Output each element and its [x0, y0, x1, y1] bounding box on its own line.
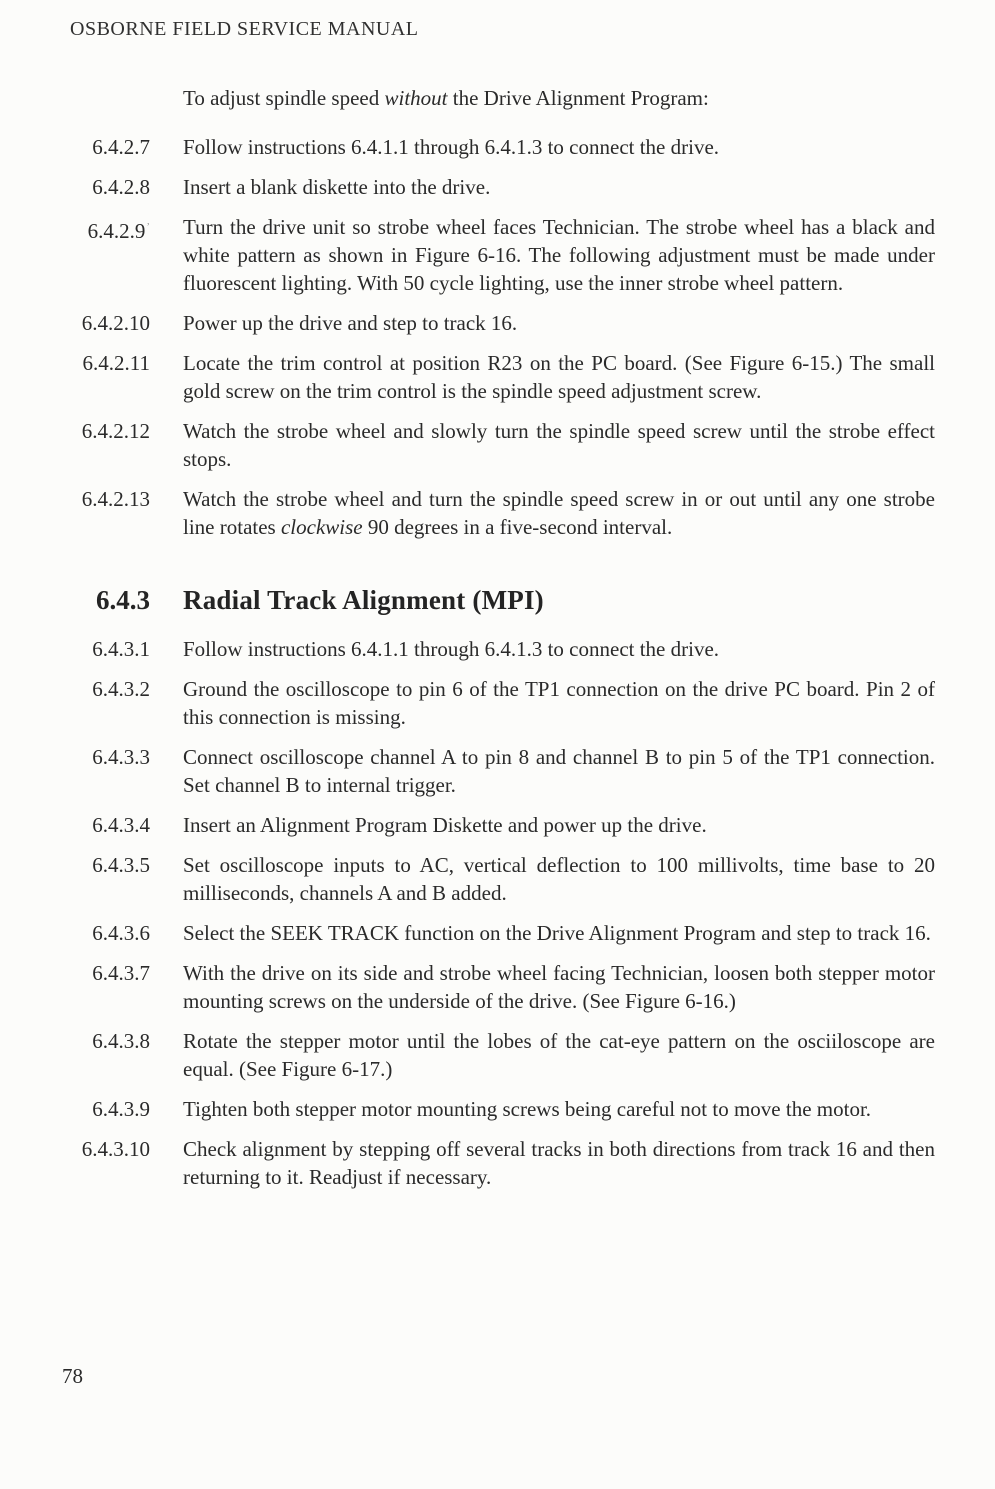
item-number: 6.4.3.8 — [92, 1029, 150, 1053]
text-run: Rotate the stepper motor until the lobes of the cat-eye pattern on the osciiloscope are equal. (See Figure 6-17.) — [183, 1029, 935, 1081]
text-run: Power up the drive and step to track 16. — [183, 311, 518, 335]
item-text — [183, 349, 935, 405]
item-text — [183, 811, 935, 839]
procedure-item — [62, 919, 935, 947]
procedure-item — [62, 417, 935, 473]
text-run: Ground the oscilloscope to pin 6 of the TP1 connection on the drive PC board. Pin 2 of this connection is missing. — [183, 677, 935, 729]
item-number: 6.4.3.4 — [92, 813, 150, 837]
text-run: Watch the strobe wheel and slowly turn the spindle speed screw until the strobe effect stops. — [183, 419, 935, 471]
procedure-item — [62, 743, 935, 799]
item-number: 6.4.2.13 — [81, 487, 150, 511]
text-run: Watch the strobe wheel and turn the spindle speed screw in or out until any one strobe line rotates — [183, 487, 935, 539]
scan-artifact-mark: ʼ — [146, 221, 150, 233]
intro-paragraph — [183, 84, 935, 112]
procedure-item — [62, 1135, 935, 1191]
item-text — [183, 743, 935, 799]
procedure-item — [62, 485, 935, 541]
text-run: Turn the drive unit so strobe wheel faces Technician. The strobe wheel has a black and white pattern as shown in Figure 6-16. The following adjustment must be made under fluorescent lighting. With 50 cycle lighting, use the inner strobe wheel pattern. — [183, 215, 935, 295]
item-number: 6.4.3.6 — [92, 921, 150, 945]
text-run: Check alignment by stepping off several tracks in both directions from track 16 and then returning to it. Readjust if necessary. — [183, 1137, 935, 1189]
procedure-item — [62, 349, 935, 405]
text-run: Locate the trim control at position R23 on the PC board. (See Figure 6-15.) The small gold screw on the trim control is the spindle speed adjustment screw. — [183, 351, 935, 403]
item-number: 6.4.2.11 — [82, 351, 150, 375]
page-content — [62, 84, 935, 1203]
text-run: the Drive Alignment Program: — [447, 86, 709, 110]
procedure-item — [62, 133, 935, 161]
procedure-item — [62, 959, 935, 1015]
text-run: 90 degrees in a five-second interval. — [362, 515, 673, 539]
page-number: 78 — [62, 1364, 83, 1388]
item-text — [183, 417, 935, 473]
procedure-list-643 — [62, 635, 935, 1191]
procedure-list-642 — [62, 133, 935, 541]
item-text — [183, 959, 935, 1015]
text-run: To adjust spindle speed — [183, 86, 385, 110]
section-number: 6.4.3 — [96, 585, 150, 615]
item-number: 6.4.3.1 — [92, 637, 150, 661]
item-text — [183, 919, 935, 947]
procedure-item — [62, 851, 935, 907]
item-number: 6.4.2.7 — [92, 135, 150, 159]
text-run: Set oscilloscope inputs to AC, vertical deflection to 100 millivolts, time base to 20 milliseconds, channels A and B added. — [183, 853, 935, 905]
item-text — [183, 485, 935, 541]
item-text — [183, 1027, 935, 1083]
item-text — [183, 213, 935, 297]
procedure-item — [62, 1095, 935, 1123]
item-text — [183, 1095, 935, 1123]
text-run: Insert a blank diskette into the drive. — [183, 175, 491, 199]
text-run: Insert an Alignment Program Diskette and power up the drive. — [183, 813, 707, 837]
italic-text-run: clockwise — [280, 515, 363, 539]
item-text — [183, 635, 935, 663]
item-text — [183, 675, 935, 731]
text-run: With the drive on its side and strobe wheel facing Technician, loosen both stepper motor mounting screws on the underside of the drive. (See Figure 6-16.) — [183, 961, 935, 1013]
item-number: 6.4.3.3 — [92, 745, 150, 769]
procedure-item — [62, 635, 935, 663]
text-run: Tighten both stepper motor mounting screws being careful not to move the motor. — [183, 1097, 872, 1121]
running-header: OSBORNE FIELD SERVICE MANUAL — [70, 18, 419, 40]
procedure-item — [62, 675, 935, 731]
procedure-item — [62, 173, 935, 201]
item-number: 6.4.2.8 — [92, 175, 150, 199]
text-run: Connect oscilloscope channel A to pin 8 and channel B to pin 5 of the TP1 connection. Set channel B to internal trigger. — [183, 745, 935, 797]
section-heading — [62, 582, 935, 618]
item-number: $6.4.2.9^ʼ$ — [87, 219, 150, 243]
item-number: 6.4.3.10 — [81, 1137, 150, 1161]
procedure-item — [62, 1027, 935, 1083]
procedure-item — [62, 309, 935, 337]
item-number: 6.4.3.9 — [92, 1097, 150, 1121]
procedure-item — [62, 213, 935, 297]
item-text — [183, 1135, 935, 1191]
item-text — [183, 173, 935, 201]
item-text — [183, 309, 935, 337]
text-run: Select the SEEK TRACK function on the Drive Alignment Program and step to track 16. — [183, 921, 931, 945]
item-text — [183, 851, 935, 907]
text-run: Follow instructions 6.4.1.1 through 6.4.1.3 to connect the drive. — [183, 135, 720, 159]
section-title: Radial Track Alignment (MPI) — [183, 585, 544, 615]
procedure-item — [62, 811, 935, 839]
item-text — [183, 133, 935, 161]
item-number: 6.4.3.5 — [92, 853, 150, 877]
item-number: 6.4.3.7 — [92, 961, 150, 985]
item-number: 6.4.2.10 — [81, 311, 150, 335]
text-run: Follow instructions 6.4.1.1 through 6.4.1.3 to connect the drive. — [183, 637, 720, 661]
italic-text-run: without — [384, 86, 448, 110]
item-number: 6.4.3.2 — [92, 677, 150, 701]
item-number: 6.4.2.12 — [81, 419, 150, 443]
